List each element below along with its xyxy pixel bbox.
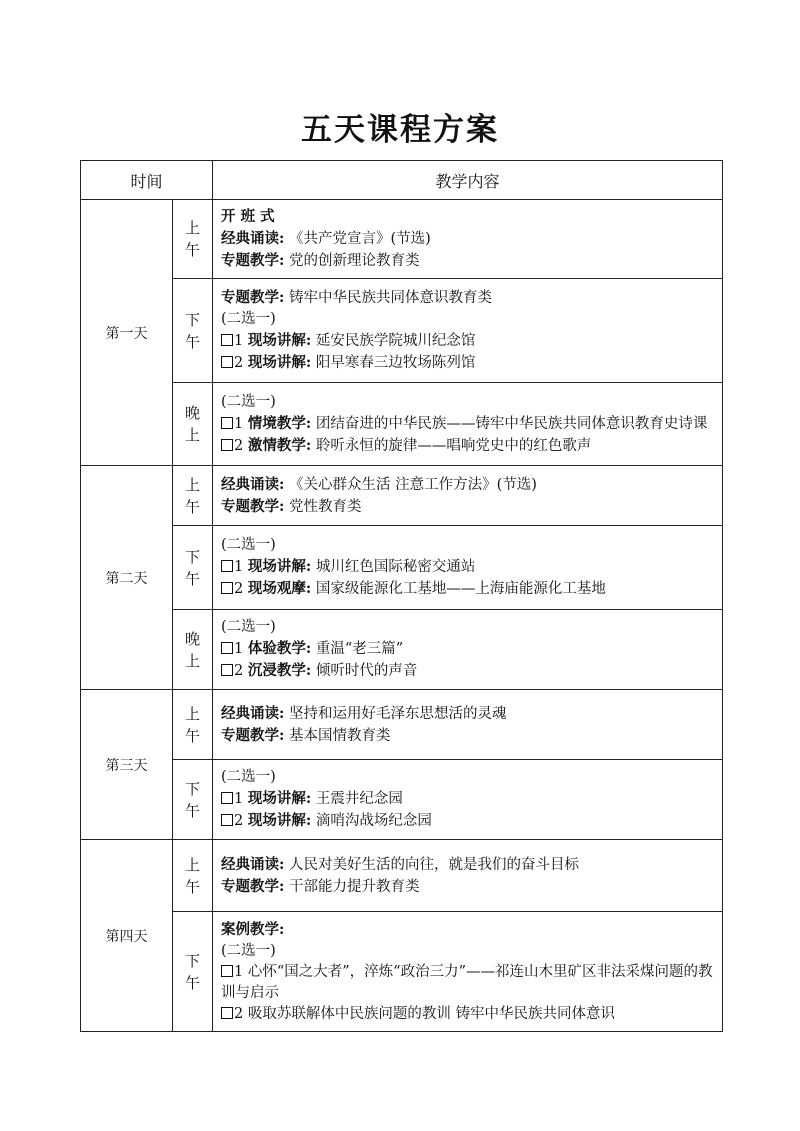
schedule-row (81, 200, 723, 279)
content-line (221, 810, 714, 832)
item-text: (二选一) (221, 769, 276, 785)
item-text: 重温“老三篇” (315, 641, 404, 657)
period-char: 晚 (185, 629, 201, 648)
item-category-label: 经典诵读: (221, 704, 285, 722)
content-line (221, 578, 714, 600)
header-content: 教学内容 (213, 161, 723, 200)
schedule-row (81, 610, 723, 690)
item-text: (二选一) (221, 311, 276, 327)
period-char: 上 (185, 651, 201, 670)
page-title: 五天课程方案 (301, 112, 499, 148)
item-category-label: 开 班 式 (221, 208, 275, 225)
item-category-label: 现场讲解: (247, 790, 312, 807)
item-text: 干部能力提升教育类 (288, 878, 420, 895)
content-line (221, 962, 714, 1004)
day-cell: 第一天 (81, 200, 173, 466)
period-char: 晚 (185, 404, 201, 422)
option-number: 1 (234, 963, 244, 980)
item-category-label: 现场观摩: (247, 580, 312, 597)
item-text: 倾听时代的声音 (315, 663, 418, 679)
period-char: 午 (185, 877, 201, 896)
period-cell (173, 760, 213, 840)
checkbox-square-icon (221, 334, 233, 346)
checkbox-square-icon (221, 792, 233, 804)
item-text: (二选一) (221, 537, 276, 553)
item-text: 《共产党宣言》(节选) (288, 231, 431, 247)
period-char: 下 (185, 779, 201, 798)
period-cell (173, 690, 213, 760)
content-line (221, 919, 714, 941)
item-text: 国家级能源化工基地——上海庙能源化工基地 (315, 581, 606, 597)
period-cell (173, 466, 213, 526)
content-line (221, 352, 714, 374)
content-line (221, 413, 714, 435)
option-number: 1 (234, 333, 244, 349)
content-line (221, 474, 714, 496)
item-category-label: 案例教学: (221, 920, 285, 938)
option-number: 1 (234, 791, 244, 807)
content-line (221, 638, 714, 660)
schedule-row (81, 466, 723, 526)
checkbox-square-icon (221, 560, 233, 572)
schedule-row (81, 760, 723, 840)
option-number: 1 (234, 415, 244, 432)
content-line (221, 392, 714, 413)
item-text: 《关心群众生活 注意工作方法》(节选) (288, 476, 537, 493)
header-time: 时间 (81, 161, 213, 200)
item-category-label: 专题教学: (221, 726, 285, 744)
content-line (221, 876, 714, 898)
period-cell (173, 610, 213, 690)
period-char: 上 (185, 704, 201, 723)
item-category-label: 现场讲解: (247, 812, 312, 829)
content-cell (213, 383, 723, 466)
content-cell (213, 690, 723, 760)
content-line (221, 496, 714, 518)
item-category-label: 专题教学: (221, 877, 285, 895)
content-line (221, 854, 714, 876)
content-cell (213, 200, 723, 279)
item-text: 滴哨沟战场纪念园 (315, 813, 432, 829)
period-char: 午 (185, 726, 201, 745)
period-char: 下 (185, 310, 201, 329)
content-cell (213, 610, 723, 690)
option-number: 2 (234, 813, 244, 829)
item-text: 团结奋进的中华民族——铸牢中华民族共同体意识教育史诗课 (315, 415, 708, 432)
item-text: (二选一) (221, 619, 276, 635)
item-text: 王震井纪念园 (315, 791, 403, 807)
option-number: 1 (234, 641, 244, 657)
period-char: 上 (185, 475, 201, 494)
day-cell: 第四天 (81, 840, 173, 1032)
content-line (221, 617, 714, 638)
content-cell (213, 466, 723, 526)
content-line (221, 660, 714, 682)
checkbox-square-icon (221, 664, 233, 676)
item-category-label: 现场讲解: (247, 558, 312, 575)
item-category-label: 沉浸教学: (247, 662, 312, 679)
period-cell (173, 279, 213, 383)
item-text: 聆听永恒的旋律——唱响党史中的红色歌声 (315, 437, 592, 454)
period-char: 下 (185, 951, 201, 970)
schedule-row (81, 383, 723, 466)
content-line (221, 556, 714, 578)
option-number: 1 (234, 559, 244, 575)
checkbox-square-icon (221, 1007, 233, 1019)
item-text: (二选一) (221, 393, 276, 410)
content-line (221, 287, 714, 309)
item-category-label: 专题教学: (221, 289, 285, 306)
checkbox-square-icon (221, 439, 233, 451)
period-char: 午 (185, 241, 201, 259)
content-line (221, 206, 714, 228)
period-char: 午 (185, 801, 201, 820)
item-text: 人民对美好生活的向往，就是我们的奋斗目标 (288, 856, 579, 873)
period-char: 上 (185, 426, 201, 444)
content-cell (213, 760, 723, 840)
checkbox-square-icon (221, 642, 233, 654)
period-char: 下 (185, 547, 201, 566)
item-category-label: 激情教学: (247, 436, 312, 454)
option-number: 2 (234, 355, 244, 371)
item-category-label: 经典诵读: (221, 230, 285, 247)
schedule-row (81, 526, 723, 610)
content-line (221, 435, 714, 457)
content-line (221, 250, 714, 272)
item-category-label: 情境教学: (247, 414, 312, 432)
item-category-label: 经典诵读: (221, 475, 285, 493)
item-text: (二选一) (221, 942, 276, 959)
period-char: 午 (185, 569, 201, 588)
content-line (221, 330, 714, 352)
period-cell (173, 912, 213, 1032)
item-category-label: 专题教学: (221, 252, 285, 269)
content-cell (213, 912, 723, 1032)
content-line (221, 228, 714, 250)
item-category-label: 现场讲解: (247, 354, 312, 371)
period-cell (173, 526, 213, 610)
item-text: 吸取苏联解体中民族问题的教训 铸牢中华民族共同体意识 (247, 1005, 615, 1022)
item-text: 党性教育类 (288, 498, 362, 515)
checkbox-square-icon (221, 417, 233, 429)
content-cell (213, 279, 723, 383)
item-text: 坚持和运用好毛泽东思想活的灵魂 (288, 705, 507, 722)
item-category-label: 现场讲解: (247, 332, 312, 349)
header-row (81, 161, 723, 200)
content-line (221, 703, 714, 725)
item-text: 党的创新理论教育类 (288, 253, 420, 269)
content-line (221, 1004, 714, 1025)
content-line (221, 535, 714, 556)
content-line (221, 725, 714, 747)
content-line (221, 767, 714, 788)
period-char: 午 (185, 332, 201, 351)
item-category-label: 专题教学: (221, 497, 285, 515)
item-text: 延安民族学院城川纪念馆 (315, 333, 476, 349)
period-cell (173, 840, 213, 912)
option-number: 2 (234, 1005, 244, 1022)
checkbox-square-icon (221, 814, 233, 826)
content-line (221, 941, 714, 962)
schedule-row (81, 690, 723, 760)
option-number: 2 (234, 663, 244, 679)
item-text: 铸牢中华民族共同体意识教育类 (288, 290, 492, 306)
schedule-row (81, 279, 723, 383)
option-number: 2 (234, 437, 244, 454)
option-number: 2 (234, 581, 244, 597)
period-char: 午 (185, 973, 201, 992)
schedule-row (81, 912, 723, 1032)
item-text: 基本国情教育类 (288, 727, 391, 744)
day-cell: 第三天 (81, 690, 173, 840)
item-text: 城川红色国际秘密交通站 (315, 559, 476, 575)
schedule-row (81, 840, 723, 912)
period-char: 午 (185, 497, 201, 516)
period-cell (173, 383, 213, 466)
course-schedule-table (80, 160, 723, 1032)
item-text: 心怀“国之大者”，淬炼“政治三力”——祁连山木里矿区非法采煤问题的教训与启示 (221, 963, 713, 1001)
checkbox-square-icon (221, 965, 233, 977)
period-char: 上 (185, 855, 201, 874)
content-cell (213, 526, 723, 610)
period-cell (173, 200, 213, 279)
item-category-label: 经典诵读: (221, 855, 285, 873)
day-cell: 第二天 (81, 466, 173, 690)
schedule-body (81, 161, 723, 1032)
content-line (221, 309, 714, 330)
item-category-label: 体验教学: (247, 640, 312, 657)
period-char: 上 (185, 219, 201, 237)
content-line (221, 788, 714, 810)
checkbox-square-icon (221, 356, 233, 368)
item-text: 阳早寒春三边牧场陈列馆 (315, 355, 476, 371)
checkbox-square-icon (221, 582, 233, 594)
content-cell (213, 840, 723, 912)
